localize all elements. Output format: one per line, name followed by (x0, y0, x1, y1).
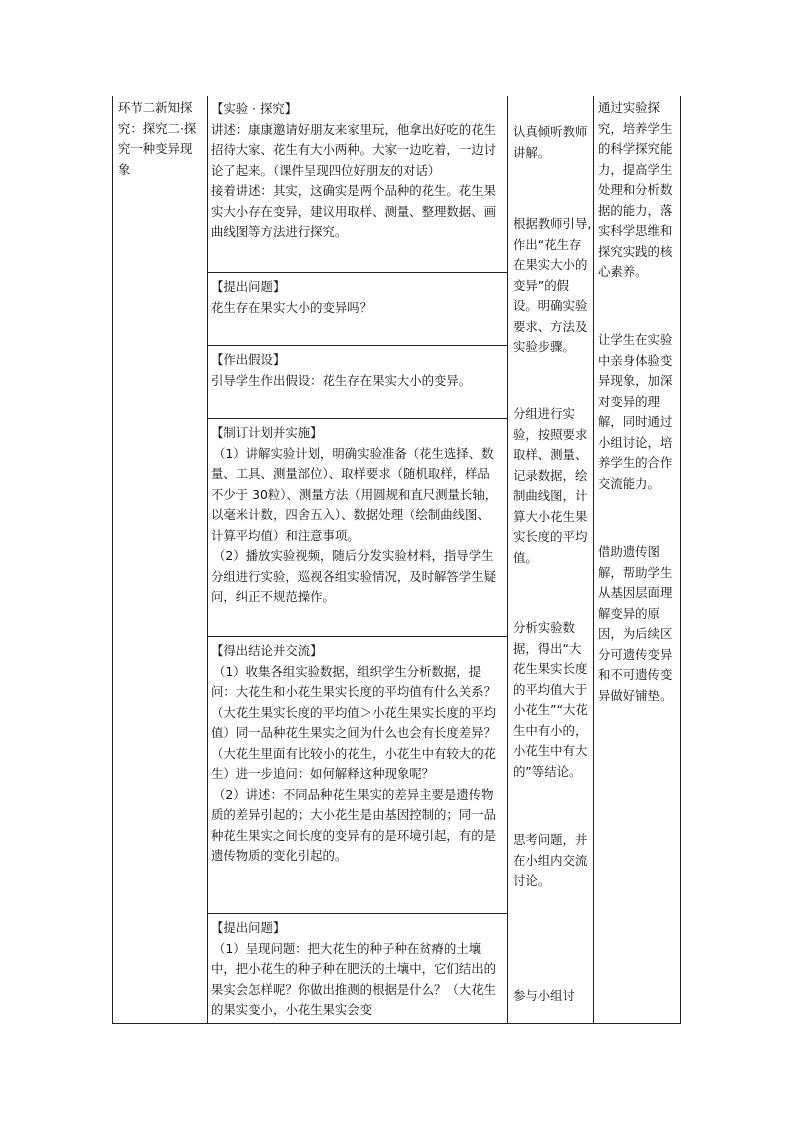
section-question (211, 277, 501, 318)
section-text: （2）播放实验视频，随后分发实验材料，指导学生分组进行实验，巡视各组实验情况，及时解答学生疑问，纠正不规范操作。 (211, 548, 496, 604)
section-text: （1）呈现问题：把大花生的种子种在贫瘠的土壤中，把小花生的种子种在肥沃的土壤中，它们结出的果实会怎样呢？你做出推测的根据是什么？（大花生的果实变小，小花生果实会变 (211, 940, 496, 1017)
section-text: （2）讲述：不同品种花生果实的差异主要是遗传物质的差异引起的；大小花生是由基因控制的；同一品种花生果实之间长度的变异有的是环境引起，有的是遗传物质的变化引起的。 (211, 786, 496, 863)
section-text: （1）收集各组实验数据，组织学生分析数据，提问：大花生和小花生果实长度的平均值有什么关系？（大花生果实长度的平均值＞小花生果实长度的平均值）同一品种花生果实之间为什么也会有长度差异？（大花生里面有比较小的花生，小花生中有较大的花生）进一步追问：如何解释这种现象呢？ (211, 663, 496, 781)
lesson-plan-table (112, 96, 681, 1024)
section-text: 引导学生作出假设：花生存在果实大小的变异。 (211, 372, 472, 388)
student-activity: 分析实验数据，得出“大花生果实长度的平均值大于小花生”“大花生中有小的，小花生中有大的”等结论。 (513, 620, 588, 779)
section-divider (207, 636, 507, 637)
student-activity: 分组进行实验，按照要求取样、测量、记录数据，绘制曲线图，计算大小花生果实长度的平均值。 (513, 406, 588, 565)
section-text: 讲述：康康邀请好朋友来家里玩，他拿出好吃的花生招待大家、花生有大小两种。大家一边吃着，一边讨论了起来。（课件呈现四位好朋友的对话） (211, 121, 496, 178)
section-heading: 【提出问题】 (211, 920, 286, 935)
section-question-2 (211, 918, 501, 1021)
section-heading: 【实验 · 探究】 (211, 101, 298, 116)
section-plan (211, 423, 501, 608)
design-intent: 通过实验探究，培养学生的科学探究能力，提高学生处理和分析数据的能力，落实科学思维和探究实践的核心素养。 (598, 100, 673, 279)
section-experiment (211, 99, 501, 243)
section-heading: 【提出问题】 (211, 279, 286, 294)
section-text: （1）讲解实验计划，明确实验准备（花生选择、数量、工具、测量部位）、取样要求（随机取样，样品不少于 30粒）、测量方法（用圆规和直尺测量长轴，以毫米计数，四舍五入）、数据处理（绘制曲线图、计算平均值）和注意事项。 (211, 445, 498, 543)
student-activity: 参与小组讨 (513, 988, 575, 1003)
section-divider (207, 272, 507, 273)
column-divider-2 (507, 96, 508, 1024)
table-border-left (112, 96, 113, 1024)
section-heading: 【制订计划并实施】 (211, 425, 323, 440)
stage-label: 环节二新知探究：探究二·探究一种变异现象 (118, 100, 197, 177)
section-text: 接着讲述：其实，这确实是两个品种的花生。花生果实大小存在变异，建议用取样、测量、整理数据、画曲线图等方法进行探究。 (211, 183, 496, 239)
section-divider (207, 913, 507, 914)
student-activity: 认真倾听教师讲解。 (513, 124, 588, 160)
column-divider-3 (593, 96, 594, 1024)
student-activity: 思考问题，并在小组内交流讨论。 (513, 832, 588, 888)
section-text: 花生存在果实大小的变异吗？ (211, 299, 373, 315)
table-border-right (680, 96, 681, 1024)
section-divider (207, 418, 507, 419)
table-border-bottom (112, 1023, 681, 1024)
section-conclusion (211, 641, 501, 867)
design-intent: 借助遗传图解，帮助学生从基因层面理解变异的原因，为后续区分可遗传变异和不可遗传变异做好铺垫。 (598, 544, 673, 703)
section-divider (207, 345, 507, 346)
section-heading: 【得出结论并交流】 (211, 643, 323, 658)
section-hypothesis (211, 350, 501, 391)
student-activity: 根据教师引导,作出“花生存在果实大小的变异”的假设。明确实验要求、方法及实验步骤。 (513, 216, 592, 354)
column-divider-1 (207, 96, 208, 1024)
section-heading: 【作出假设】 (211, 352, 286, 367)
design-intent: 让学生在实验中亲身体验变异现象，加深对变异的理解，同时通过小组讨论，培养学生的合作交流能力。 (598, 332, 673, 491)
